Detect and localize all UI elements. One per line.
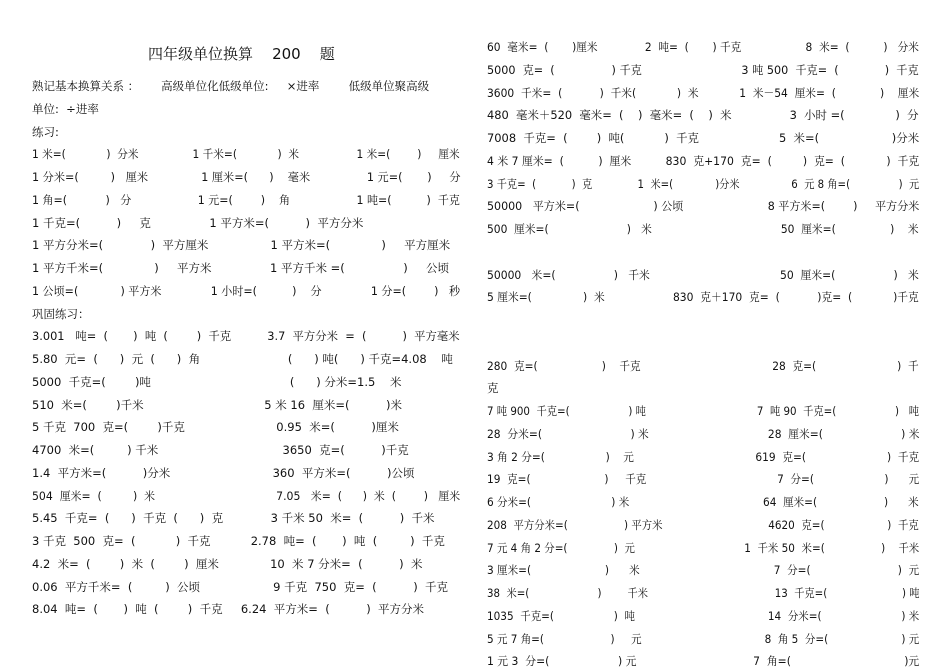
exercise-line: 60 毫米= ( )厘米 2 吨= ( ) 千克 8 米= ( ) 分米 xyxy=(487,40,919,54)
exercise-line: 1 元 3 分=( ) 元 7 角=( )元 xyxy=(487,654,920,669)
page-title: 四年级单位换算 200 题 xyxy=(148,45,335,63)
exercise-line: 38 米=( ) 千米 13 千克=( ) 吨 xyxy=(487,586,920,600)
exercise-line: 3 厘米=( ) 米 7 分=( ) 元 xyxy=(487,563,920,578)
exercise-line: 1035 千克=( ) 吨 14 分米=( ) 米 xyxy=(487,608,920,623)
exercise-line: 1 分米=( ) 厘米 1 厘米=( ) 毫米 1 元=( ) 分 xyxy=(32,170,461,184)
exercise-line: 5 元 7 角=( ) 元 8 角 5 分=( ) 元 xyxy=(487,631,920,646)
exercise-line: 0.06 平方千米= ( ) 公顷 9 千克 750 克= ( ) 千克 xyxy=(32,579,448,594)
exercise-line: 4.2 米= ( ) 米 ( ) 厘米 10 米 7 分米= ( ) 米 xyxy=(32,556,423,571)
exercise-line: 1 角=( ) 分 1 元=( ) 角 1 吨=( ) 千克 xyxy=(32,192,460,207)
exercise-line: 熟记基本换算关系 ： 高级单位化低级单位: ×进率 低级单位聚高级 xyxy=(32,79,430,93)
exercise-line: 巩固练习： xyxy=(32,306,90,321)
exercise-line: 50000 米=( ) 千米 50 厘米=( ) 米 xyxy=(487,267,919,282)
exercise-line: 3 千克= ( ) 克 1 米=( )分米 6 元 8 角=( ) 元 xyxy=(487,176,920,191)
exercise-line: 208 平方分米=( ) 平方米 4620 克=( ) 千克 xyxy=(487,517,919,532)
exercise-line: 19 克=( ) 千克 7 分=( ) 元 xyxy=(487,472,920,487)
exercise-line: 3.001 吨= ( ) 吨 ( ) 千克 3.7 平方分米 = ( ) 平方毫米 xyxy=(32,329,460,344)
exercise-line: 7008 千克= ( ) 吨( ) 千克 5 米=( )分米 xyxy=(487,131,920,145)
exercise-line: 5.80 元= ( ) 元 ( ) 角 ( ) 吨( ) 千克=4.08 吨 xyxy=(32,352,453,366)
exercise-line: 504 厘米= ( ) 米 7.05 米= ( ) 米 ( ) 厘米 xyxy=(32,488,461,503)
exercise-line: 7 元 4 角 2 分=( ) 元 1 千米 50 米=( ) 千米 xyxy=(487,540,920,555)
exercise-line: 500 厘米=( ) 米 50 厘米=( ) 米 xyxy=(487,222,919,236)
exercise-line: 5000 千克=( )吨 ( ) 分米=1.5 米 xyxy=(32,374,402,389)
exercise-line: 28 分米=( ) 米 28 厘米=( ) 米 xyxy=(487,426,920,441)
exercise-line: 50000 平方米=( ) 公顷 8 平方米=( ) 平方分米 xyxy=(487,199,920,214)
exercise-line: 5000 克= ( ) 千克 3 吨 500 千克= ( ) 千克 xyxy=(487,62,919,77)
exercise-line: 1 米=( ) 分米 1 千米=( ) 米 1 米=( ) 厘米 xyxy=(32,147,460,162)
exercise-line: 8.04 吨= ( ) 吨 ( ) 千克 6.24 平方米= ( ) 平方分米 xyxy=(32,602,425,617)
exercise-line: 5 厘米=( ) 米 830 克＋170 克= ( )克= ( )千克 xyxy=(487,290,919,305)
exercise-line: 3 角 2 分=( ) 元 619 克=( ) 千克 xyxy=(487,449,920,464)
exercise-line: 克 xyxy=(487,381,499,396)
exercise-line: 1 千克=( ) 克 1 平方米=( ) 平方分米 xyxy=(32,215,364,230)
exercise-line: 1 公顷=( ) 平方米 1 小时=( ) 分 1 分=( ) 秒 xyxy=(32,283,461,298)
exercise-line: 510 米=( )千米 5 米 16 厘米=( )米 xyxy=(32,397,402,412)
exercise-line: 3 千克 500 克= ( ) 千克 2.78 吨= ( ) 吨 ( ) 千克 xyxy=(32,534,445,548)
exercise-line: 5 千克 700 克=( )千克 0.95 米=( )厘米 xyxy=(32,420,399,435)
exercise-line: 6 分米=( ) 米 64 厘米=( ) 米 xyxy=(487,495,919,509)
exercise-line: 280 克=( ) 千克 28 克=( ) 千 xyxy=(487,358,919,373)
exercise-line: 3600 千米= ( ) 千米( ) 米 1 米－54 厘米= ( ) 厘米 xyxy=(487,85,920,100)
exercise-line: 1 平方分米=( ) 平方厘米 1 平方米=( ) 平方厘米 xyxy=(32,238,451,253)
exercise-line: 1 平方千米=( ) 平方米 1 平方千米 =( ) 公顷 xyxy=(32,261,450,275)
exercise-line: 练习: xyxy=(32,124,59,139)
exercise-line: 5.45 千克= ( ) 千克 ( ) 克 3 千米 50 米= ( ) 千米 xyxy=(32,511,435,526)
exercise-line: 480 毫米＋520 毫米= ( ) 毫米= ( ) 米 3 小时 =( ) 分 xyxy=(487,108,919,123)
exercise-line: 4 米 7 厘米= ( ) 厘米 830 克+170 克= ( ) 克= ( ) 千克 xyxy=(487,153,920,168)
exercise-line: 4700 米=( ) 千米 3650 克=( )千克 xyxy=(32,443,409,457)
exercise-line: 1.4 平方米=( )分米 360 平方米=( )公顷 xyxy=(32,465,415,480)
exercise-line: 7 吨 900 千克=( ) 吨 7 吨 90 千克=( ) 吨 xyxy=(487,404,920,418)
exercise-line: 单位: ÷进率 xyxy=(32,101,99,116)
